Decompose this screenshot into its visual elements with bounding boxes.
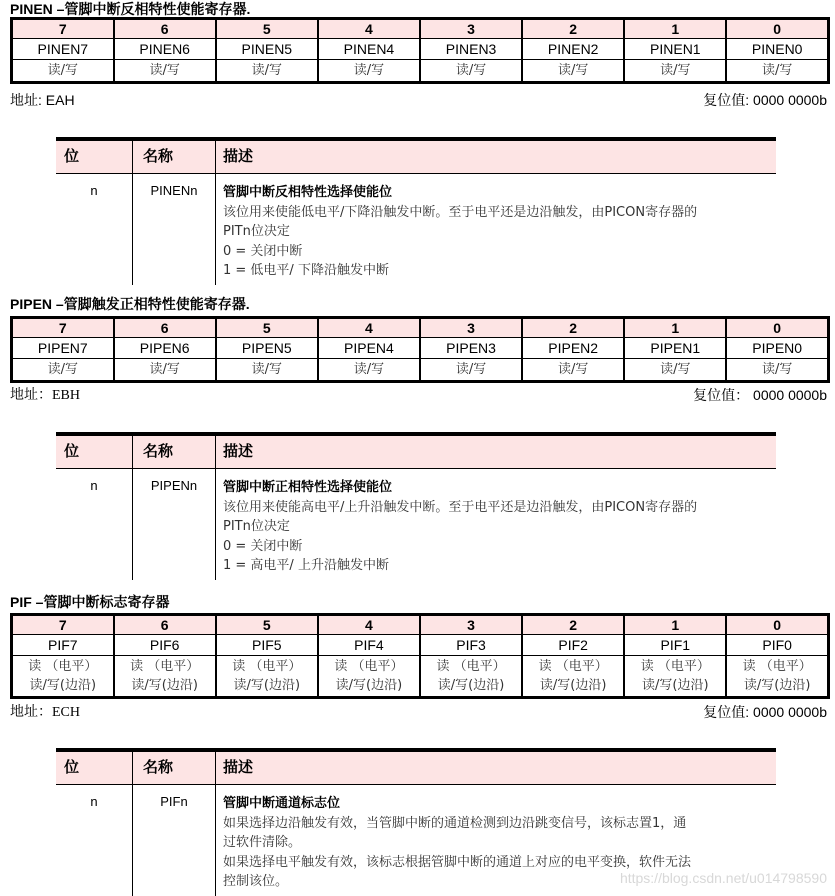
desc-line: 1 = 低电平/ 下降沿触发中断 (223, 263, 389, 278)
desc-name: PIPENn (133, 469, 216, 580)
access-cell: 读/写 (216, 359, 318, 382)
access-cell: 读/写 (114, 359, 216, 382)
bit-name-cell: PIF0 (726, 635, 828, 656)
header-name: 名称 (133, 436, 216, 468)
header-bit: 位 (56, 752, 133, 784)
access-cell (522, 656, 624, 698)
access-rw-edge: 读/写(边沿) (642, 678, 709, 693)
address-value: EBH (52, 388, 80, 403)
desc-row (56, 469, 776, 580)
bit-cell: 6 (114, 615, 216, 635)
access-rw-edge: 读/写(边沿) (743, 678, 811, 693)
desc-line: 过软件清除。 (223, 835, 302, 850)
access-rw-edge: 读/写(边沿) (233, 678, 301, 693)
bit-cell: 3 (420, 19, 522, 39)
access-cell: 读/写 (420, 60, 522, 83)
watermark: https://blog.csdn.net/u014798590 (619, 870, 827, 886)
pipen-address (10, 387, 80, 404)
bit-cell: 2 (522, 318, 624, 338)
pinen-bit-table (10, 17, 830, 84)
desc-bit: n (56, 469, 133, 580)
address-value: ECH (52, 705, 80, 720)
desc-line: 该位用来使能高电平/上升沿触发中断。至于电平还是边沿触发，由PICON寄存器的 (223, 499, 698, 515)
access-cell: 读/写 (318, 359, 420, 382)
bit-cell: 0 (726, 19, 828, 39)
desc-line: 该位用来使能低电平/下降沿触发中断。至于电平还是边沿触发，由PICON寄存器的 (223, 204, 698, 220)
desc-bit: n (56, 785, 133, 896)
access-cell: 读/写 (12, 359, 114, 382)
bit-cell: 0 (726, 615, 828, 635)
desc-line: 0 = 关闭中断 (223, 538, 303, 554)
bit-cell: 5 (216, 615, 318, 635)
bit-cell: 4 (318, 318, 420, 338)
pinen-register-title: PINEN –管脚中断反相特性使能寄存器. (10, 1, 251, 17)
desc-header-row (56, 748, 776, 785)
access-cell: 读/写 (522, 359, 624, 382)
access-read-level: 读 （电平） (28, 659, 98, 674)
desc-title: 管脚中断通道标志位 (223, 796, 341, 811)
bit-cell: 6 (114, 19, 216, 39)
pipen-reset-value: 复位值： 0000 0000b (693, 387, 827, 403)
bit-name-cell: PIPEN0 (726, 338, 828, 359)
access-cell: 读/写 (216, 60, 318, 83)
desc-name: PIFn (133, 785, 216, 896)
bit-cell: 1 (624, 19, 726, 39)
pif-address (10, 704, 80, 721)
pipen-description-table (56, 432, 776, 580)
bit-cell: 4 (318, 615, 420, 635)
access-cell (420, 656, 522, 698)
access-read-level: 读 （电平） (640, 659, 710, 674)
access-cell (114, 656, 216, 698)
access-read-level: 读 （电平） (436, 659, 506, 674)
desc-text (216, 174, 776, 285)
pipen-register-title: PIPEN –管脚触发正相特性使能寄存器. (10, 296, 250, 312)
bit-name-cell: PIF4 (318, 635, 420, 656)
desc-line: 控制该位。 (223, 874, 289, 889)
bit-cell: 5 (216, 19, 318, 39)
bit-cell: 1 (624, 615, 726, 635)
access-rw-edge: 读/写(边沿) (539, 678, 607, 693)
bit-cell: 1 (624, 318, 726, 338)
access-cell: 读/写 (114, 60, 216, 83)
access-rw-edge: 读/写(边沿) (131, 678, 198, 693)
header-name: 名称 (133, 141, 216, 173)
desc-line: 如果选择电平触发有效，该标志根据管脚中断的通道上对应的电平变换，软件无法 (223, 854, 692, 870)
pinen-address: 地址: EAH (10, 92, 75, 108)
desc-header-row (56, 137, 776, 174)
desc-line: PITn位决定 (223, 519, 290, 534)
bit-cell: 5 (216, 318, 318, 338)
bit-name-cell: PIF1 (624, 635, 726, 656)
access-cell: 读/写 (522, 60, 624, 83)
bit-name-cell: PINEN2 (522, 39, 624, 60)
header-name: 名称 (133, 752, 216, 784)
header-description: 描述 (223, 759, 254, 776)
access-read-level: 读 （电平） (538, 659, 608, 674)
access-cell: 读/写 (624, 359, 726, 382)
access-cell: 读/写 (420, 359, 522, 382)
bit-name-cell: PIF2 (522, 635, 624, 656)
bit-name-cell: PIF3 (420, 635, 522, 656)
access-cell (318, 656, 420, 698)
bit-cell: 2 (522, 615, 624, 635)
bit-cell: 0 (726, 318, 828, 338)
access-rw-edge: 读/写(边沿) (29, 678, 97, 693)
pipen-bit-table (10, 316, 830, 383)
access-cell: 读/写 (726, 60, 828, 83)
access-cell: 读/写 (624, 60, 726, 83)
bit-name-cell: PIPEN2 (522, 338, 624, 359)
bit-name-cell: PIPEN7 (12, 338, 114, 359)
desc-line: 1 = 高电平/ 上升沿触发中断 (223, 558, 389, 573)
desc-line: 0 = 关闭中断 (223, 243, 303, 259)
pif-reset-value: 复位值: 0000 0000b (703, 704, 827, 720)
bit-name-cell: PINEN3 (420, 39, 522, 60)
bit-name-cell: PINEN4 (318, 39, 420, 60)
bit-name-cell: PIF5 (216, 635, 318, 656)
pif-bit-table (10, 613, 830, 699)
desc-header-row (56, 432, 776, 469)
pinen-reset-value: 复位值: 0000 0000b (703, 92, 827, 108)
bit-cell: 3 (420, 615, 522, 635)
access-cell (726, 656, 828, 698)
bit-name-cell: PIPEN6 (114, 338, 216, 359)
bit-name-cell: PIPEN3 (420, 338, 522, 359)
header-bit: 位 (56, 141, 133, 173)
pinen-description-table (56, 137, 776, 285)
bit-name-cell: PINEN5 (216, 39, 318, 60)
address-label: 地址： (10, 387, 52, 403)
access-rw-edge: 读/写(边沿) (437, 678, 505, 693)
access-cell: 读/写 (318, 60, 420, 83)
header-bit: 位 (56, 436, 133, 468)
bit-cell: 2 (522, 19, 624, 39)
desc-name: PINENn (133, 174, 216, 285)
access-read-level: 读 （电平） (742, 659, 812, 674)
bit-name-cell: PINEN0 (726, 39, 828, 60)
access-read-level: 读 （电平） (130, 659, 200, 674)
bit-cell: 6 (114, 318, 216, 338)
bit-name-cell: PINEN6 (114, 39, 216, 60)
desc-title: 管脚中断反相特性选择使能位 (223, 185, 393, 200)
header-description: 描述 (223, 148, 254, 165)
bit-cell: 7 (12, 318, 114, 338)
header-description: 描述 (223, 443, 254, 460)
bit-cell: 7 (12, 615, 114, 635)
access-cell (12, 656, 114, 698)
access-cell (216, 656, 318, 698)
desc-row (56, 174, 776, 285)
bit-name-cell: PIPEN5 (216, 338, 318, 359)
bit-cell: 3 (420, 318, 522, 338)
bit-name-cell: PIF6 (114, 635, 216, 656)
desc-bit: n (56, 174, 133, 285)
access-rw-edge: 读/写(边沿) (335, 678, 403, 693)
bit-name-cell: PINEN1 (624, 39, 726, 60)
access-read-level: 读 （电平） (232, 659, 302, 674)
desc-text (216, 469, 776, 580)
desc-line: 如果选择边沿触发有效，当管脚中断的通道检测到边沿跳变信号，该标志置1，通 (223, 815, 687, 831)
bit-name-cell: PIPEN4 (318, 338, 420, 359)
bit-name-cell: PIPEN1 (624, 338, 726, 359)
desc-title: 管脚中断正相特性选择使能位 (223, 480, 393, 495)
desc-line: PITn位决定 (223, 224, 290, 239)
bit-name-cell: PIF7 (12, 635, 114, 656)
bit-cell: 4 (318, 19, 420, 39)
access-cell: 读/写 (12, 60, 114, 83)
bit-name-cell: PINEN7 (12, 39, 114, 60)
access-cell (624, 656, 726, 698)
bit-cell: 7 (12, 19, 114, 39)
access-cell: 读/写 (726, 359, 828, 382)
access-read-level: 读 （电平） (334, 659, 404, 674)
address-label: 地址： (10, 704, 52, 720)
pif-register-title: PIF –管脚中断标志寄存器 (10, 594, 170, 610)
